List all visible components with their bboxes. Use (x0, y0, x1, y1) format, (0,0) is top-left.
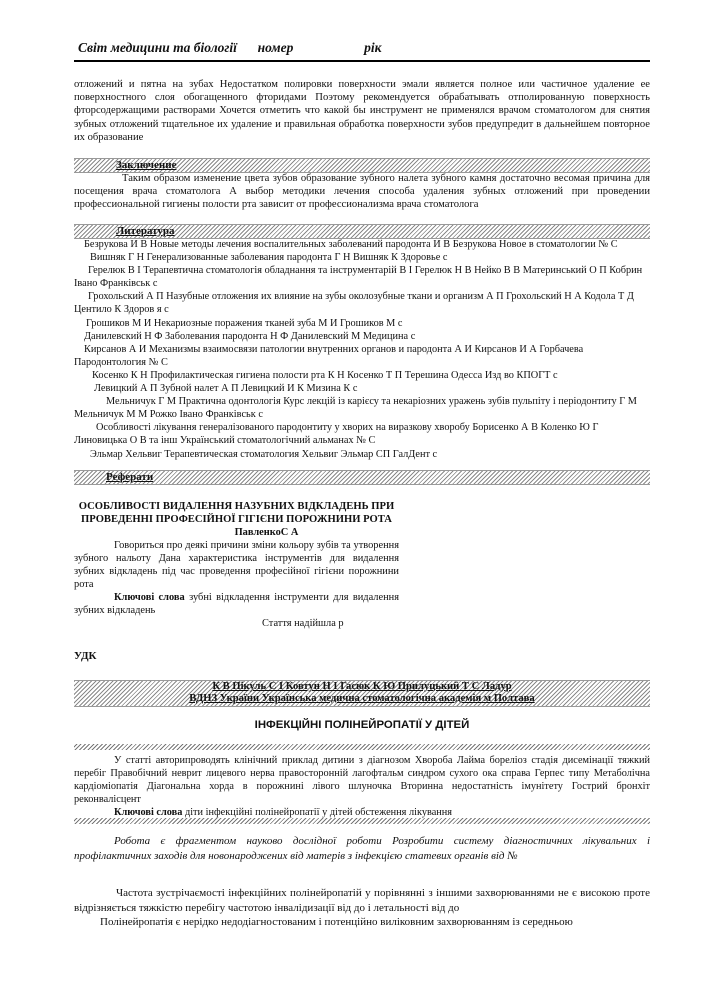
intro-paragraph (74, 78, 650, 144)
literature-item: Кирсанов А И Механизмы взаимосвязи патологии внутренних органов и пародонта А И Кирсанов И А Горбачева Пародонтология № С (74, 343, 584, 368)
literature-item: Косенко К Н Профилактическая гигиена полости рта К Н Косенко Т П Терешина Одесса Изд во КПОГТ с (92, 369, 558, 381)
udk-label: УДК (74, 650, 97, 662)
article-keywords-label: Ключові слова (114, 807, 183, 818)
conclusion-paragraph (74, 172, 650, 212)
referat-keywords: зубні відкладення інструменти для видалення зубних відкладень (74, 592, 399, 616)
article-fragment (74, 834, 650, 863)
journal-title: Світ медицини та біології (78, 40, 237, 55)
authors-bar (74, 680, 650, 707)
referat-keywords-label: Ключові слова (114, 592, 185, 603)
literature-heading: Литература (116, 225, 175, 237)
literature-item: Безрукова И В Новые методы лечения воспалительных заболеваний пародонта И В Безрукова Новое в стоматологии № С (84, 239, 618, 250)
article-body (74, 886, 650, 930)
literature-item: Вишняк Г Н Генерализованные заболевания пародонта Г Н Вишняк К Здоровье с (90, 252, 448, 264)
literature-item: Герелюк В І Терапевтична стоматологія обладнання та інструментарій В І Герелюк Н В Нейко В В Материнський О П Кобрин Івано Франківськ с (74, 265, 643, 290)
article-institution: ВДНЗ України Українська медична стоматологічна академія м Полтава (189, 693, 535, 704)
intro-text: отложений и пятна на зубах Недостатком полировки поверхности эмали является полное или частичное удаление ее поверхностного слоя обогащенного фторидами Поэтому рекомендуется обрабатывать отполированную поверхность фторсодержащими растворами Хочется отметить что какой бы инструмент не применялся врачом стоматологом для снятия зубных отложений тщательное их удаление и правильная обработка поверхности зубов предупредит в дальнейшем повторное их образование (74, 79, 650, 143)
literature-item: Особливості лікування генералізованого пародонтиту у хворих на виразкову хворобу Борисенко А В Коленко Ю Г Линовицька О В та інш Український стоматологічний альманах № С (74, 422, 599, 447)
referaty-heading-bar (74, 470, 650, 485)
referat-received: Стаття надійшла р (262, 618, 344, 629)
referaty-heading: Реферати (106, 471, 154, 483)
fragment-text: Робота є фрагментом науково дослідної роботи Розробити систему діагностичних лікувальних і профілактичних заходів для новонароджених від матерів з інфекцією статевих органів від № (74, 835, 650, 862)
referat-author: ПавленкоС А (234, 527, 299, 538)
literature-item: Эльмар Хельвиг Терапевтическая стоматология Хельвиг Эльмар СП ГалДент с (90, 448, 438, 460)
literature-item: Данилевский Н Ф Заболевания пародонта Н Ф Данилевский М Медицина с (84, 330, 416, 342)
article-keywords: діти інфекційні полінейропатії у дітей обстеження лікування (184, 807, 453, 818)
issue-year-label: рік (364, 40, 382, 55)
journal-header (78, 40, 381, 56)
literature-item: Грошиков М И Некариозные поражения тканей зуба М И Грошиков М с (86, 317, 403, 329)
abstract-bottom-separator (74, 818, 650, 824)
article-abstract (74, 754, 650, 819)
literature-item: Грохольский А П Назубные отложения их влияние на зубы околозубные ткани и организм А П Грохольский Н А Кодола Т Д Центило К Здоров я с (74, 291, 634, 316)
literature-item: Левицкий А П Зубной налет А П Левицкий И К Мизина К с (94, 383, 358, 395)
referat-title: ОСОБЛИВОСТІ ВИДАЛЕННЯ НАЗУБНИХ ВІДКЛАДЕНЬ ПРИ ПРОВЕДЕННІ ПРОФЕСІЙНОЇ ГІГІЄНИ ПОРОЖНИНИ РОТА (78, 501, 395, 525)
literature-item: Мельничук Г М Практична одонтологія Курс лекцій із карієсу та некаріозних уражень зубів пульпіту і періодонтиту Г М Мельничук М М Рожко Івано Франківськ с (74, 396, 637, 421)
article-authors: К В Пікуль С І Ковтун Н І Гасюк К Ю Прилуцький Т С Ладур (212, 681, 512, 692)
conclusion-text: Таким образом изменение цвета зубов образование зубного налета зубного камня достаточно весомая причина для посещения врача стоматолога А выбор методики лечения способа удаления зубных отложений при проведении профессиональной гигиены полости рта зависит от профессионализма врача стоматолога (74, 173, 650, 211)
conclusion-heading: Заключение (116, 159, 177, 171)
article-title: ІНФЕКЦІЙНІ ПОЛІНЕЙРОПАТІЇ У ДІТЕЙ (254, 719, 470, 731)
literature-list (74, 238, 650, 461)
header-rule (74, 60, 650, 62)
abstract-text: У статті авторипроводять клінічний приклад дитини з діагнозом Хвороба Лайма бореліоз стадія дисемінації тяжкий перебіг Правобічний неврит лицевого нерва правосторонній лагофтальм синдром сухого ока справа Герпес типу Метаболічна кардіоміопатія Діагональна хорда в порожнині лівого шлуночка Вторинна недостатність імунітету Гострий бронхіт реконвалісцент (74, 755, 650, 805)
issue-number-label: номер (257, 40, 294, 55)
conclusion-heading-bar (74, 158, 650, 173)
abstract-top-separator (74, 744, 650, 750)
body-paragraph-2: Полінейропатія є нерідко недодіагностованим і потенційно виліковним захворюванням із середньою (100, 916, 573, 928)
literature-heading-bar (74, 224, 650, 239)
referat-block (74, 500, 399, 630)
referat-text: Говориться про деякі причини зміни кольору зубів та утворення зубного нальоту Дана характеристика інструментів для видалення зубних відкладень під час проведення професійної гігієни порожнини рота (74, 540, 399, 590)
body-paragraph-1: Частота зустрічаємості інфекційних полінейропатій у порівнянні з іншими захворюваннями не є високою проте відрізняється тяжкістю перебігу частотою інвалідизації від до і летальності від до (74, 887, 650, 914)
